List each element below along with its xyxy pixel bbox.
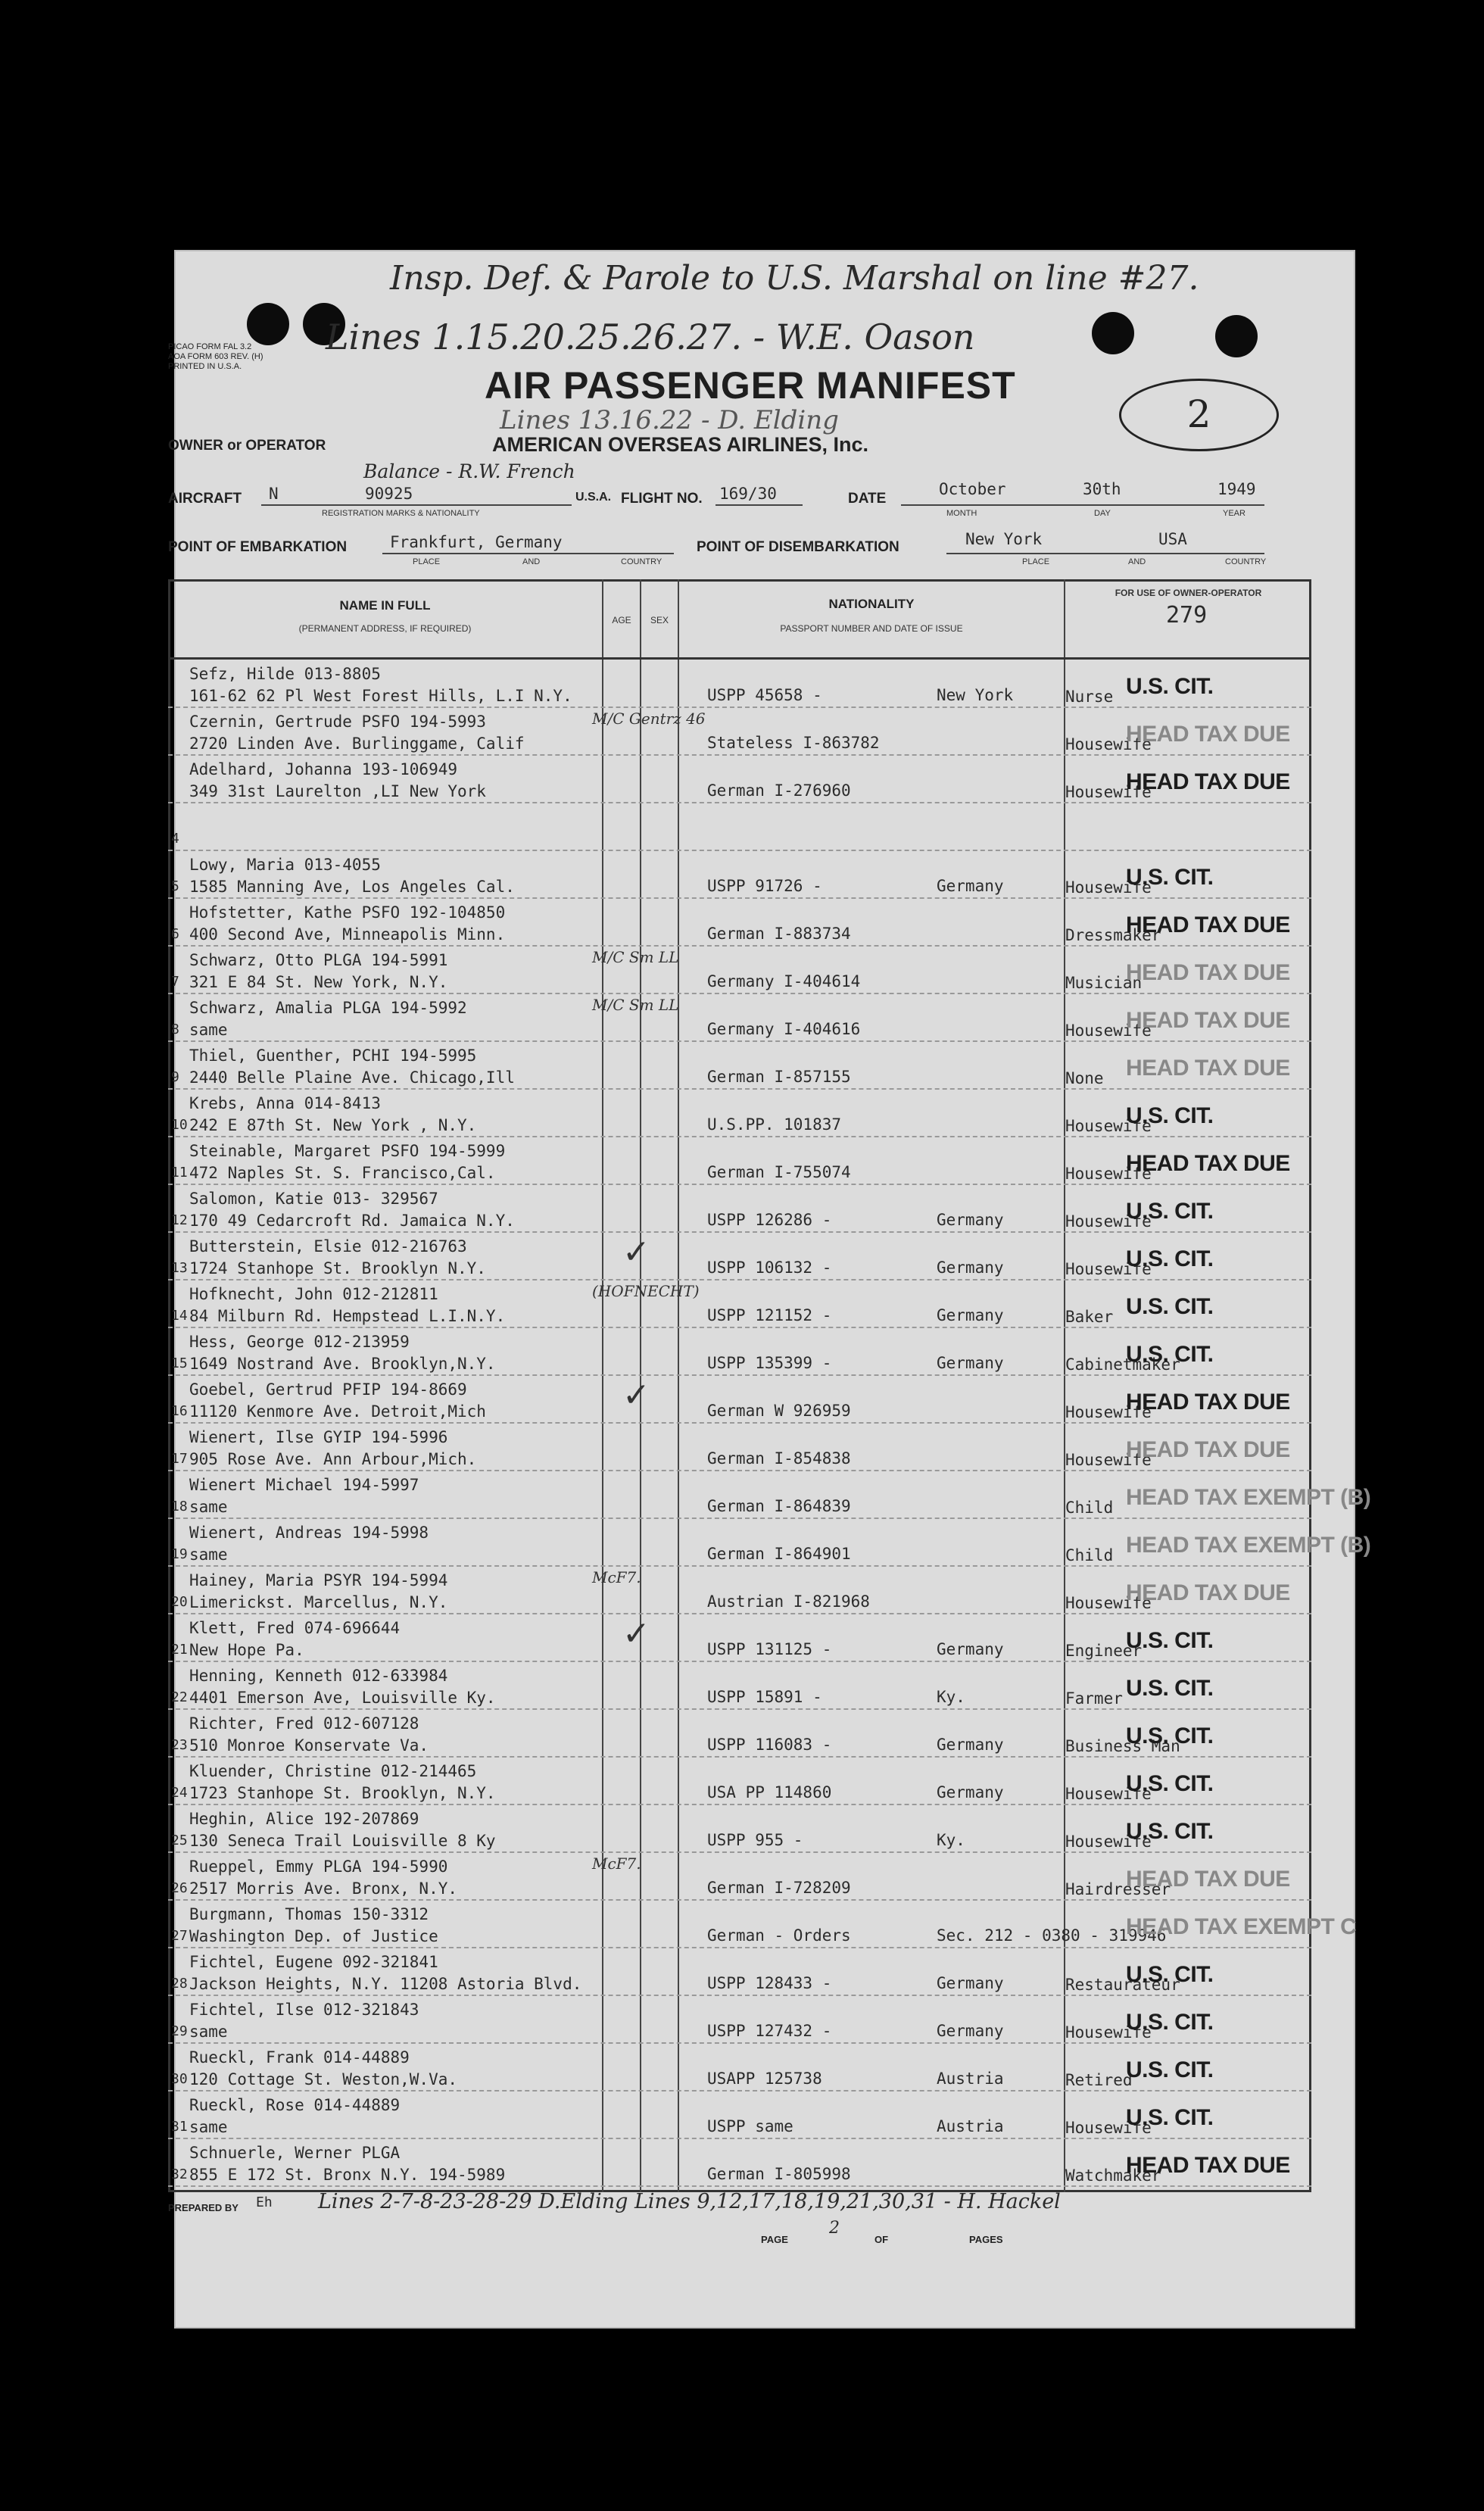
passenger-occupation: Child	[1065, 1546, 1114, 1564]
tax-status-stamp: HEAD TAX DUE	[1126, 1056, 1290, 1081]
passenger-occupation: Child	[1065, 1499, 1114, 1517]
passenger-occupation: Housewife	[1065, 1260, 1152, 1278]
passenger-passport: German I-854838	[707, 1449, 851, 1468]
row-number: 24	[171, 1785, 188, 1801]
passenger-name: Kluender, Christine 012-214465	[189, 1762, 477, 1780]
table-row	[168, 1519, 1371, 1567]
passenger-name: Hainey, Maria PSYR 194-5994	[189, 1571, 448, 1589]
tax-status-stamp: U.S. CIT.	[1126, 1199, 1214, 1224]
table-row	[168, 1901, 1357, 1948]
row-number: 22	[171, 1689, 188, 1705]
passenger-name: Heghin, Alice 192-207869	[189, 1810, 419, 1828]
passenger-address: 1723 Stanhope St. Brooklyn, N.Y.	[189, 1784, 496, 1802]
passenger-name: Butterstein, Elsie 012-216763	[189, 1237, 467, 1256]
place-caption-2: PLACE	[1022, 557, 1050, 566]
tax-status-stamp: U.S. CIT.	[1126, 1103, 1214, 1128]
passenger-passport: USA PP 114860	[707, 1783, 832, 1801]
punch-hole	[247, 303, 289, 345]
passenger-address: 242 E 87th St. New York , N.Y.	[189, 1116, 477, 1134]
passenger-name: Sefz, Hilde 013-8805	[189, 665, 381, 683]
passport-issue-place: Germany	[937, 1259, 1004, 1277]
passenger-name: Adelhard, Johanna 193-106949	[189, 760, 458, 778]
passenger-address: 400 Second Ave, Minneapolis Minn.	[189, 925, 506, 944]
passenger-passport: U.S.PP. 101837	[707, 1115, 842, 1134]
passenger-address: 4401 Emerson Ave, Louisville Ky.	[189, 1689, 496, 1707]
table-row	[168, 1137, 1311, 1185]
table-row	[168, 899, 1311, 947]
embarkation-underline	[382, 553, 674, 554]
date-underline	[901, 504, 1264, 506]
usa-label: U.S.A.	[575, 491, 612, 504]
sex-column-header: SEX	[650, 615, 669, 625]
tax-status-stamp: U.S. CIT.	[1126, 1676, 1214, 1701]
flight-number: 169/30	[719, 485, 777, 503]
page-number: 2	[829, 2219, 840, 2238]
table-row	[168, 994, 1311, 1042]
passenger-occupation: Cabinetmaker	[1065, 1355, 1180, 1374]
prepared-by-label: PREPARED BY	[168, 2202, 238, 2213]
table-row	[168, 1424, 1311, 1471]
passenger-occupation: Musician	[1065, 974, 1143, 992]
table-row	[168, 851, 1311, 899]
passenger-occupation: Housewife	[1065, 735, 1152, 753]
table-row	[168, 1853, 1311, 1901]
passenger-passport: German I-728209	[707, 1879, 851, 1897]
row-number: 30	[171, 2071, 188, 2087]
table-row	[168, 1185, 1311, 1233]
row-number: 13	[171, 1260, 188, 1276]
embarkation-value: Frankfurt, Germany	[390, 533, 563, 551]
passenger-passport: German - Orders	[707, 1926, 851, 1945]
passenger-passport: German I-755074	[707, 1163, 851, 1181]
passenger-name: Salomon, Katie 013- 329567	[189, 1190, 438, 1208]
passenger-address: 84 Milburn Rd. Hempstead L.I.N.Y.	[189, 1307, 506, 1325]
passenger-passport: Austrian I-821968	[707, 1592, 870, 1611]
passenger-occupation: Housewife	[1065, 783, 1152, 801]
tax-status-stamp: U.S. CIT.	[1126, 2010, 1214, 2035]
passenger-occupation: Dressmaker	[1065, 926, 1161, 944]
passenger-name: Schwarz, Amalia PLGA 194-5992	[189, 999, 467, 1017]
passenger-occupation: Housewife	[1065, 2119, 1152, 2137]
passenger-occupation: Housewife	[1065, 1212, 1152, 1231]
place-caption: PLACE	[413, 557, 441, 566]
row-number: 11	[171, 1165, 188, 1181]
table-row	[168, 1090, 1311, 1137]
table-row	[168, 1471, 1371, 1519]
passport-issue-place: Germany	[937, 1783, 1004, 1801]
passenger-address: Jackson Heights, N.Y. 11208 Astoria Blvd.	[189, 1975, 582, 1993]
passenger-occupation: Retired	[1065, 2071, 1133, 2089]
and-caption: AND	[522, 557, 541, 566]
check-mark: ✓	[622, 1376, 650, 1415]
row-annotation: M/C Sm LL	[592, 948, 679, 966]
row-number: 17	[171, 1451, 188, 1467]
form-identifier: PICAO FORM FAL 3.2 AOA FORM 603 REV. (H) PRINTED IN U.S.A.	[168, 342, 263, 371]
passport-issue-place: Germany	[937, 1736, 1004, 1754]
row-number: 32	[171, 2166, 188, 2182]
tax-status-stamp: U.S. CIT.	[1126, 1962, 1214, 1987]
row-number: 28	[171, 1976, 188, 1992]
page-title: AIR PASSENGER MANIFEST	[485, 364, 1016, 407]
passenger-name: Goebel, Gertrud PFIP 194-8669	[189, 1380, 467, 1399]
row-annotation: M/C Gentrz 46	[592, 710, 706, 728]
tax-status-stamp: U.S. CIT.	[1126, 1342, 1214, 1367]
passenger-passport: German W 926959	[707, 1402, 851, 1420]
balance-note: Balance - R.W. French	[363, 460, 575, 482]
table-row	[168, 1805, 1311, 1853]
passenger-passport: German I-805998	[707, 2165, 851, 2183]
punch-hole	[1092, 312, 1134, 354]
tax-status-stamp: HEAD TAX DUE	[1126, 1390, 1290, 1415]
passport-issue-place: Austria	[937, 2070, 1004, 2088]
tax-status-stamp: U.S. CIT.	[1126, 1246, 1214, 1271]
nationality-column-subheader: PASSPORT NUMBER AND DATE OF ISSUE	[780, 623, 963, 634]
disembarkation-underline	[946, 553, 1264, 554]
passenger-name: Hofstetter, Kathe PSFO 192-104850	[189, 903, 506, 922]
row-number: 10	[171, 1117, 188, 1133]
passenger-passport: USPP 126286 -	[707, 1211, 832, 1229]
tax-status-stamp: HEAD TAX EXEMPT (B)	[1126, 1533, 1371, 1558]
passenger-occupation: Housewife	[1065, 1403, 1152, 1421]
passenger-occupation: Housewife	[1065, 878, 1152, 897]
passenger-occupation: Housewife	[1065, 1785, 1152, 1803]
passenger-passport: German I-864839	[707, 1497, 851, 1515]
tax-status-stamp: HEAD TAX DUE	[1126, 960, 1290, 985]
passenger-occupation: Housewife	[1065, 1022, 1152, 1040]
passenger-passport: USAPP 125738	[707, 2070, 822, 2088]
disembarkation-country: USA	[1158, 530, 1187, 548]
row-number: 18	[171, 1499, 188, 1514]
passenger-name: Rueckl, Rose 014-44889	[189, 2096, 401, 2114]
row-annotation: McF7.	[592, 1568, 641, 1586]
passenger-name: Lowy, Maria 013-4055	[189, 856, 381, 874]
row-number: 27	[171, 1928, 188, 1944]
passenger-name: Schnuerle, Werner PLGA	[189, 2144, 401, 2162]
row-annotation: (HOFNECHT)	[592, 1282, 700, 1300]
tax-status-stamp: HEAD TAX DUE	[1126, 1580, 1290, 1605]
table-row	[168, 1280, 1311, 1328]
table-row	[168, 1042, 1311, 1090]
passenger-address: 2517 Morris Ave. Bronx, N.Y.	[189, 1879, 458, 1898]
passenger-passport: USPP 955 -	[707, 1831, 803, 1849]
row-number: 4	[171, 831, 179, 847]
passenger-address: 1585 Manning Ave, Los Angeles Cal.	[189, 878, 515, 896]
passenger-passport: USPP 127432 -	[707, 2022, 832, 2040]
aircraft-registration: 90925	[365, 485, 413, 503]
table-row	[168, 1233, 1311, 1280]
date-month: October	[939, 480, 1006, 498]
table-row	[168, 947, 1311, 994]
passenger-address: 855 E 172 St. Bronx N.Y. 194-5989	[189, 2166, 506, 2184]
row-number: 6	[171, 926, 179, 942]
passport-issue-place: Germany	[937, 1306, 1004, 1324]
passenger-address: 120 Cottage St. Weston,W.Va.	[189, 2070, 458, 2088]
passenger-address: same	[189, 2118, 228, 2136]
and-caption-2: AND	[1128, 557, 1146, 566]
row-number: 9	[171, 1069, 179, 1085]
aircraft-label: AIRCRAFT	[168, 491, 242, 507]
passport-issue-place: Sec. 212 - 0380 - 319946	[937, 1926, 1167, 1945]
passenger-occupation: None	[1065, 1069, 1104, 1087]
passenger-name: Rueppel, Emmy PLGA 194-5990	[189, 1858, 448, 1876]
page-label: PAGE	[761, 2234, 788, 2245]
row-number: 20	[171, 1594, 188, 1610]
passenger-address: 2720 Linden Ave. Burlinggame, Calif	[189, 735, 525, 753]
passenger-name: Thiel, Guenther, PCHI 194-5995	[189, 1047, 477, 1065]
header-rule	[168, 657, 1311, 660]
passenger-address: 905 Rose Ave. Ann Arbour,Mich.	[189, 1450, 477, 1468]
passport-issue-place: Germany	[937, 1974, 1004, 1992]
passenger-address: Limerickst. Marcellus, N.Y.	[189, 1593, 448, 1611]
table-row	[168, 1567, 1311, 1614]
passenger-name: Krebs, Anna 014-8413	[189, 1094, 381, 1112]
tax-status-stamp: HEAD TAX DUE	[1126, 722, 1290, 747]
table-row	[168, 708, 1311, 756]
passenger-passport: USPP same	[707, 2117, 793, 2135]
passenger-name: Burgmann, Thomas 150-3312	[189, 1905, 429, 1923]
owner-use-header: FOR USE OF OWNER-OPERATOR	[1115, 588, 1262, 598]
passenger-address: same	[189, 1546, 228, 1564]
table-row	[168, 756, 1311, 803]
passenger-passport: USPP 91726 -	[707, 877, 822, 895]
passenger-address: 11120 Kenmore Ave. Detroit,Mich	[189, 1402, 486, 1421]
passport-issue-place: Germany	[937, 2022, 1004, 2040]
passenger-name: Klett, Fred 074-696644	[189, 1619, 401, 1637]
passport-issue-place: Austria	[937, 2117, 1004, 2135]
aircraft-underline	[261, 504, 572, 506]
tax-status-stamp: U.S. CIT.	[1126, 1628, 1214, 1653]
country-caption-2: COUNTRY	[1225, 557, 1267, 566]
table-row	[168, 1376, 1311, 1424]
check-mark: ✓	[622, 1233, 650, 1271]
row-annotation: McF7.	[592, 1854, 641, 1873]
pages-label: PAGES	[969, 2234, 1003, 2245]
of-label: OF	[874, 2234, 889, 2245]
passenger-passport: German I-864901	[707, 1545, 851, 1563]
passport-issue-place: Ky.	[937, 1688, 965, 1706]
day-caption: DAY	[1094, 509, 1111, 518]
row-number: 14	[171, 1308, 188, 1324]
row-number: 7	[171, 974, 179, 990]
year-caption: YEAR	[1223, 509, 1246, 518]
row-number: 5	[171, 878, 179, 894]
lines-handwritten-note: Lines 1.15.20.25.26.27. - W.E. Oason	[326, 317, 975, 357]
tax-status-stamp: HEAD TAX DUE	[1126, 1867, 1290, 1892]
passenger-passport: Germany I-404614	[707, 972, 861, 990]
date-year: 1949	[1217, 480, 1256, 498]
table-row	[168, 1662, 1311, 1710]
passenger-passport: Stateless I-863782	[707, 734, 880, 752]
row-number: 15	[171, 1355, 188, 1371]
passenger-address: 2440 Belle Plaine Ave. Chicago,Ill	[189, 1068, 515, 1087]
table-row	[168, 2139, 1311, 2187]
passenger-occupation: Farmer	[1065, 1689, 1123, 1708]
nationality-column-header: NATIONALITY	[828, 597, 915, 611]
row-number: 29	[171, 2023, 188, 2039]
passenger-occupation: Housewife	[1065, 1117, 1152, 1135]
disembarkation-value: New York	[965, 530, 1043, 548]
top-handwritten-note: Insp. Def. & Parole to U.S. Marshal on line #27.	[390, 259, 1199, 298]
passenger-name: Czernin, Gertrude PSFO 194-5993	[189, 713, 486, 731]
check-mark: ✓	[622, 1614, 650, 1653]
passenger-name: Steinable, Margaret PSFO 194-5999	[189, 1142, 506, 1160]
row-number: 21	[171, 1642, 188, 1658]
passenger-passport: USPP 128433 -	[707, 1974, 832, 1992]
passenger-address: 130 Seneca Trail Louisville 8 Ky	[189, 1832, 496, 1850]
name-column-subheader: (PERMANENT ADDRESS, IF REQUIRED)	[298, 623, 472, 634]
table-row	[168, 1710, 1311, 1758]
airline-name: AMERICAN OVERSEAS AIRLINES, Inc.	[492, 433, 869, 456]
passenger-name: Richter, Fred 012-607128	[189, 1714, 419, 1733]
row-number: 31	[171, 2119, 188, 2135]
passenger-occupation: Restaurateur	[1065, 1976, 1180, 1994]
passenger-address: same	[189, 1498, 228, 1516]
passenger-address: New Hope Pa.	[189, 1641, 304, 1659]
passenger-passport: USPP 131125 -	[707, 1640, 832, 1658]
passenger-passport: German I-276960	[707, 781, 851, 800]
tax-status-stamp: HEAD TAX EXEMPT C	[1126, 1914, 1357, 1939]
passenger-passport: German I-883734	[707, 925, 851, 943]
row-number: 23	[171, 1737, 188, 1753]
passenger-address: 161-62 62 Pl West Forest Hills, L.I N.Y.	[189, 687, 572, 705]
passenger-name: Rueckl, Frank 014-44889	[189, 2048, 410, 2067]
passenger-occupation: Watchmaker	[1065, 2166, 1161, 2185]
passenger-address: 321 E 84 St. New York, N.Y.	[189, 973, 448, 991]
tax-status-stamp: HEAD TAX DUE	[1126, 769, 1290, 794]
tax-status-stamp: U.S. CIT.	[1126, 1819, 1214, 1844]
table-row	[168, 1948, 1311, 1996]
passenger-occupation: Hairdresser	[1065, 1880, 1171, 1898]
passenger-passport: German I-857155	[707, 1068, 851, 1086]
row-number: 12	[171, 1212, 188, 1228]
row-number: 16	[171, 1403, 188, 1419]
tax-status-stamp: HEAD TAX DUE	[1126, 912, 1290, 937]
row-annotation: M/C Sm LL	[592, 996, 679, 1014]
tax-status-stamp: U.S. CIT.	[1126, 674, 1214, 699]
tax-status-stamp: HEAD TAX DUE	[1126, 1151, 1290, 1176]
passenger-name: Hofknecht, John 012-212811	[189, 1285, 438, 1303]
passenger-address: 472 Naples St. S. Francisco,Cal.	[189, 1164, 496, 1182]
passenger-occupation: Nurse	[1065, 688, 1114, 706]
tax-status-stamp: U.S. CIT.	[1126, 2057, 1214, 2082]
passenger-name: Fichtel, Eugene 092-321841	[189, 1953, 438, 1971]
embarkation-label: POINT OF EMBARKATION	[168, 539, 348, 555]
age-column-header: AGE	[612, 615, 631, 625]
month-caption: MONTH	[946, 509, 977, 518]
passenger-passport: Germany I-404616	[707, 1020, 861, 1038]
lines-handwritten-note-2: Lines 13.16.22 - D. Elding	[500, 405, 839, 435]
passenger-address: 1724 Stanhope St. Brooklyn N.Y.	[189, 1259, 486, 1277]
tax-status-stamp: HEAD TAX DUE	[1126, 2153, 1290, 2178]
passenger-occupation: Housewife	[1065, 1594, 1152, 1612]
passport-issue-place: Ky.	[937, 1831, 965, 1849]
date-label: DATE	[848, 491, 887, 507]
table-row	[168, 2044, 1311, 2091]
row-number: 25	[171, 1833, 188, 1848]
tax-status-stamp: HEAD TAX DUE	[1126, 1437, 1290, 1462]
passport-issue-place: Germany	[937, 877, 1004, 895]
name-column-header: NAME IN FULL	[339, 598, 431, 613]
passenger-occupation: Housewife	[1065, 1451, 1152, 1469]
passenger-address: 510 Monroe Konservate Va.	[189, 1736, 429, 1755]
passenger-name: Henning, Kenneth 012-633984	[189, 1667, 448, 1685]
tax-status-stamp: U.S. CIT.	[1126, 2105, 1214, 2130]
passenger-passport: USPP 135399 -	[707, 1354, 832, 1372]
passport-issue-place: New York	[937, 686, 1014, 704]
passenger-occupation: Engineer	[1065, 1642, 1143, 1660]
passenger-passport: USPP 121152 -	[707, 1306, 832, 1324]
footer-lines-note: Lines 2-7-8-23-28-29 D.Elding Lines 9,12,17,18,19,21,30,31 - H. Hackel	[318, 2190, 1061, 2213]
tax-status-stamp: HEAD TAX DUE	[1126, 1008, 1290, 1033]
flight-label: FLIGHT NO.	[621, 491, 703, 507]
row-number: 19	[171, 1546, 188, 1562]
table-row	[168, 1996, 1311, 2044]
passenger-address: same	[189, 2023, 228, 2041]
passenger-occupation: Housewife	[1065, 1165, 1152, 1183]
date-day: 30th	[1083, 480, 1121, 498]
passport-issue-place: Germany	[937, 1354, 1004, 1372]
passenger-passport: USPP 45658 -	[707, 686, 822, 704]
owner-label: OWNER or OPERATOR	[168, 438, 326, 454]
table-row	[168, 1614, 1311, 1662]
passenger-name: Hess, George 012-213959	[189, 1333, 410, 1351]
passenger-name: Wienert Michael 194-5997	[189, 1476, 419, 1494]
country-caption: COUNTRY	[621, 557, 662, 566]
passenger-address: 349 31st Laurelton ,LI New York	[189, 782, 486, 800]
passenger-address: 1649 Nostrand Ave. Brooklyn,N.Y.	[189, 1355, 496, 1373]
tax-status-stamp: U.S. CIT.	[1126, 1723, 1214, 1748]
table-row	[168, 803, 1311, 851]
passport-issue-place: Germany	[937, 1640, 1004, 1658]
table-row	[168, 1758, 1311, 1805]
passenger-name: Wienert, Andreas 194-5998	[189, 1524, 429, 1542]
table-row	[168, 660, 1311, 708]
passport-issue-place: Germany	[937, 1211, 1004, 1229]
row-number: 26	[171, 1880, 188, 1896]
tax-status-stamp: U.S. CIT.	[1126, 1771, 1214, 1796]
passenger-name: Schwarz, Otto PLGA 194-5991	[189, 951, 448, 969]
passenger-name: Fichtel, Ilse 012-321843	[189, 2001, 419, 2019]
page-marker: 2	[1119, 379, 1279, 451]
passenger-address: same	[189, 1021, 228, 1039]
registration-caption: REGISTRATION MARKS & NATIONALITY	[322, 509, 480, 518]
passenger-address: 170 49 Cedarcroft Rd. Jamaica N.Y.	[189, 1212, 515, 1230]
flight-underline	[716, 504, 803, 506]
aircraft-prefix: N	[269, 485, 279, 503]
table-row	[168, 1328, 1311, 1376]
passenger-occupation: Housewife	[1065, 2023, 1152, 2042]
tax-status-stamp: U.S. CIT.	[1126, 1294, 1214, 1319]
disembarkation-label: POINT OF DISEMBARKATION	[697, 539, 899, 555]
passenger-passport: USPP 15891 -	[707, 1688, 822, 1706]
passenger-passport: USPP 116083 -	[707, 1736, 832, 1754]
table-row	[168, 2091, 1311, 2139]
passenger-occupation: Baker	[1065, 1308, 1114, 1326]
passenger-address: Washington Dep. of Justice	[189, 1927, 438, 1945]
owner-use-value: 279	[1166, 602, 1208, 629]
prepared-by-initials: Eh	[256, 2194, 273, 2210]
punch-hole	[1215, 315, 1258, 357]
passenger-occupation: Business Man	[1065, 1737, 1180, 1755]
tax-status-stamp: U.S. CIT.	[1126, 865, 1214, 890]
passenger-passport: USPP 106132 -	[707, 1259, 832, 1277]
tax-status-stamp: HEAD TAX EXEMPT (B)	[1126, 1485, 1371, 1510]
row-number: 8	[171, 1022, 179, 1037]
passenger-name: Wienert, Ilse GYIP 194-5996	[189, 1428, 448, 1446]
passenger-occupation: Housewife	[1065, 1833, 1152, 1851]
